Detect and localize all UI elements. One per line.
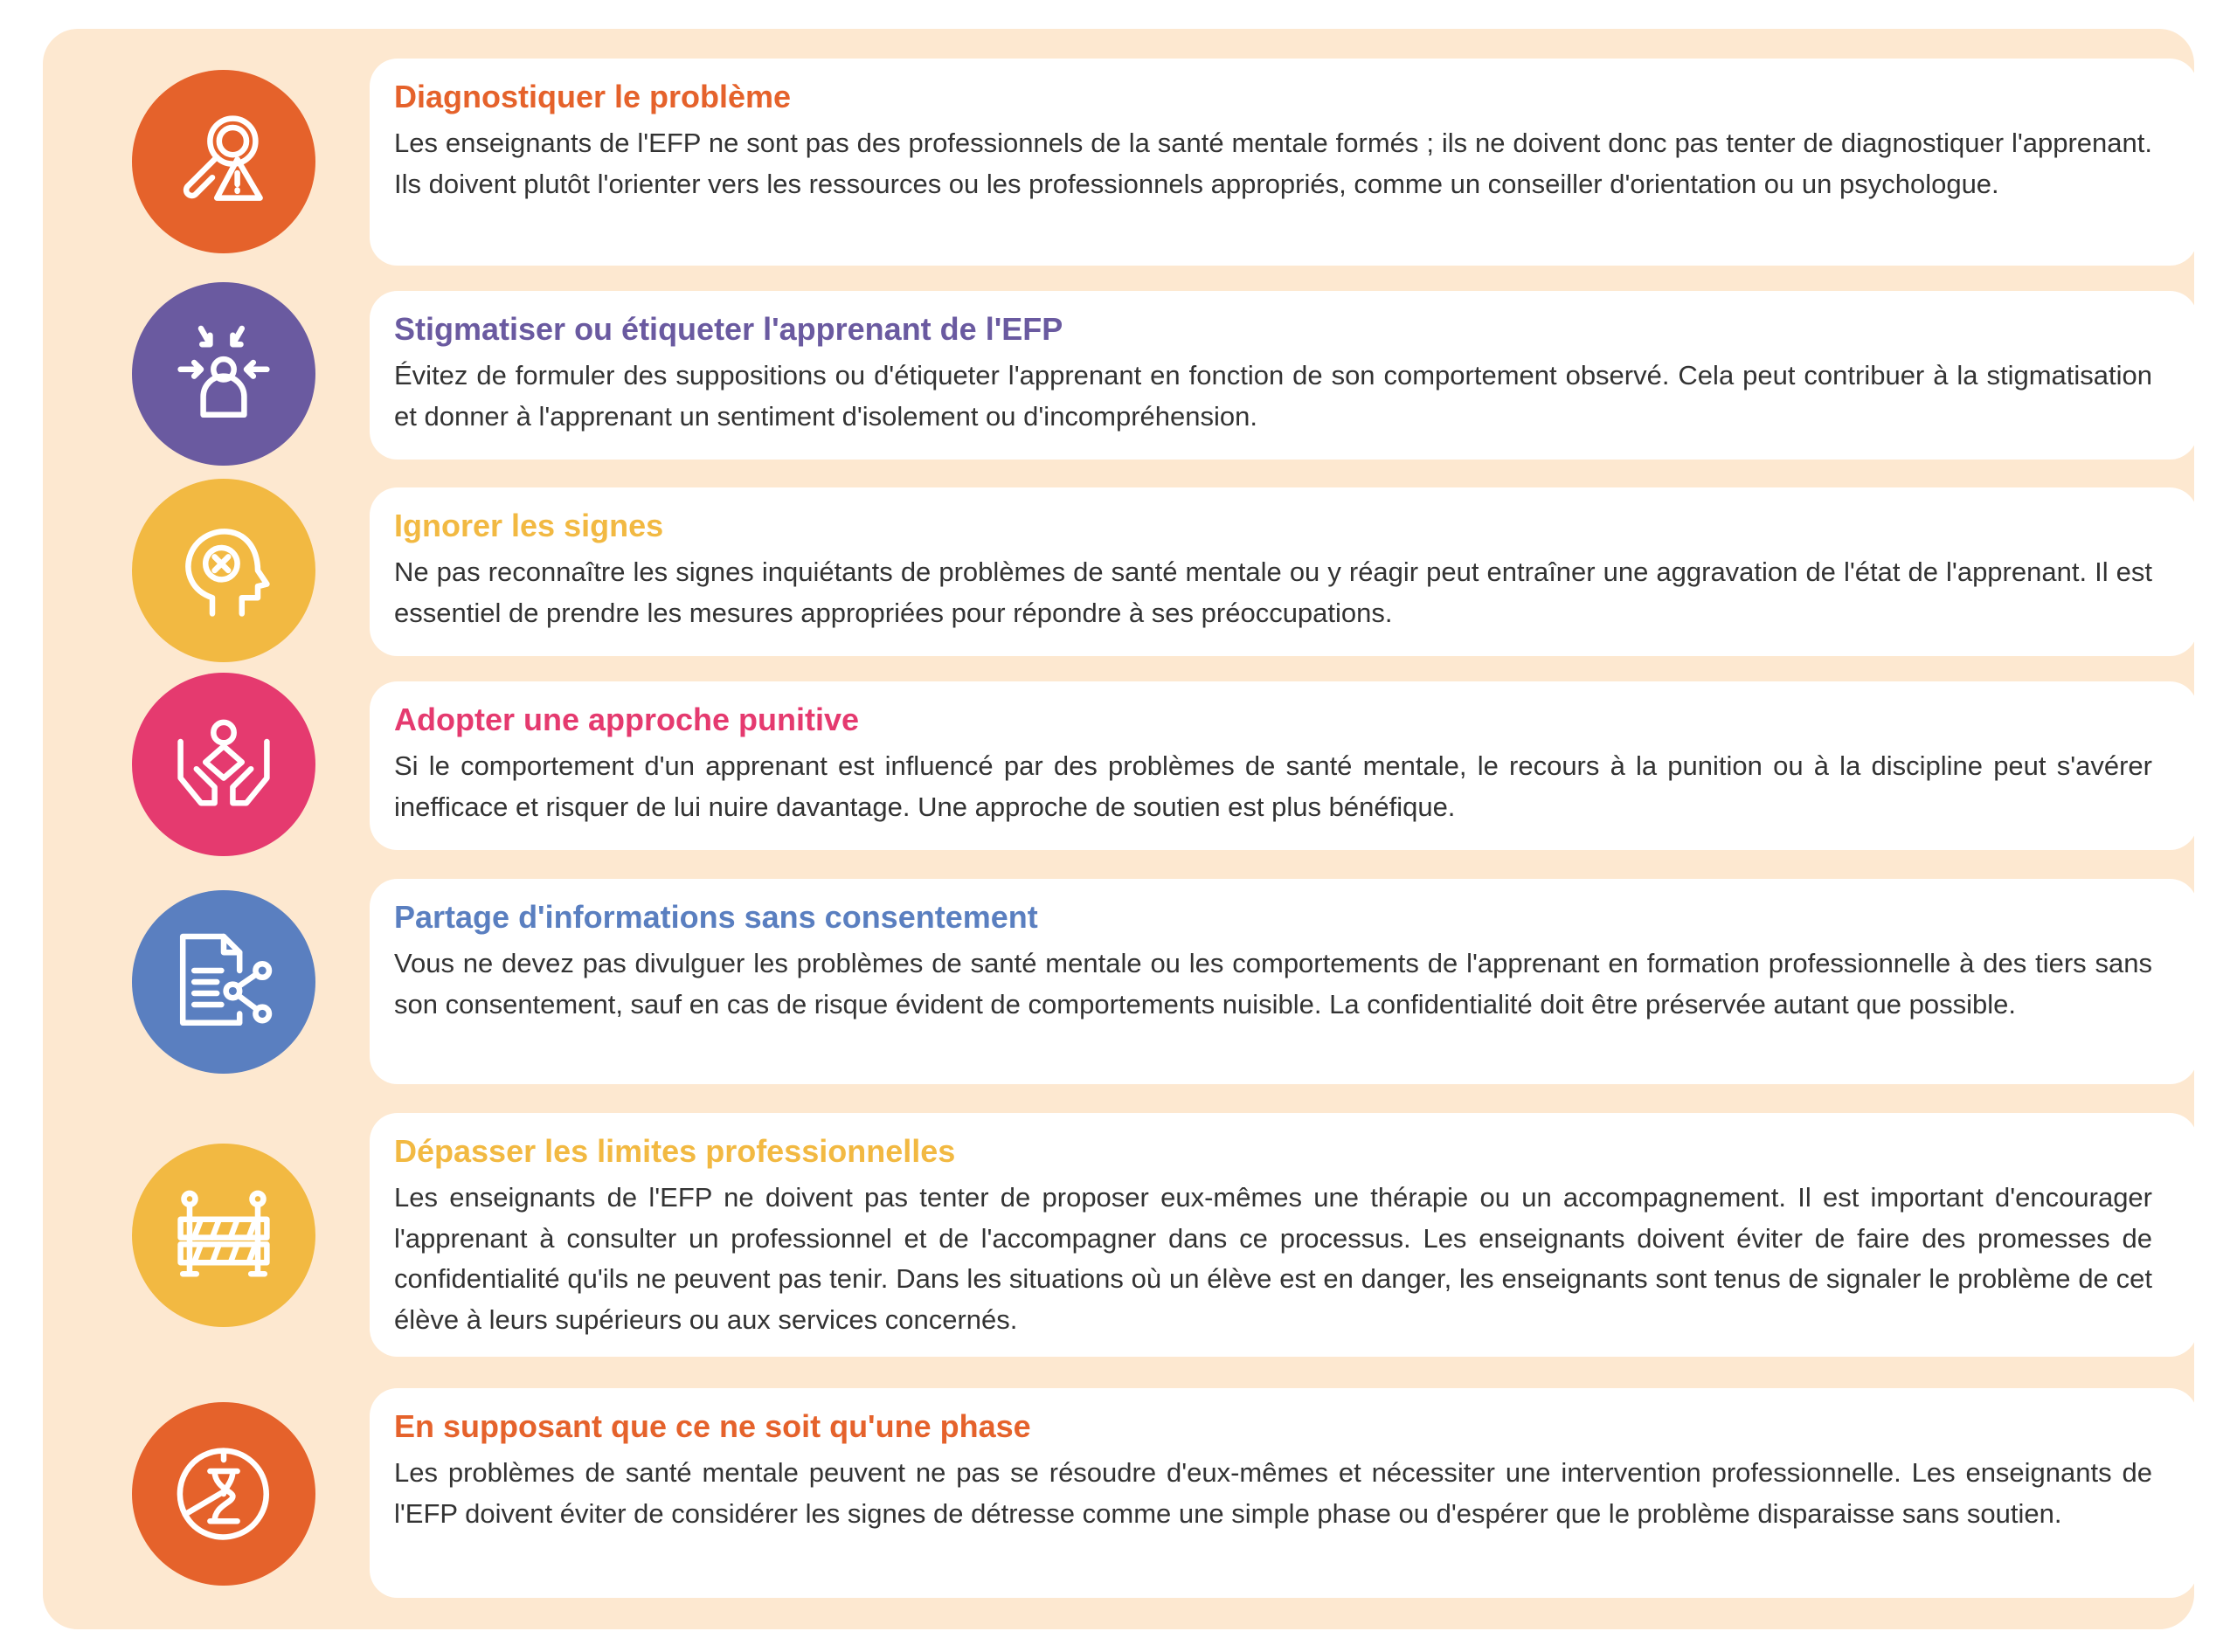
head-cross-icon bbox=[167, 514, 280, 627]
barrier-icon bbox=[167, 1179, 280, 1292]
item-card-4 bbox=[370, 879, 2198, 1084]
item-title: Adopter une approche punitive bbox=[394, 702, 860, 737]
item-text: Les problèmes de santé mentale peuvent ne pas se résoudre d'eux-mêmes et nécessiter une intervention professionnelle. Les enseignants de l'EFP doivent éviter de considérer les signes de détresse comme une simple phase ou d'espérer que le problème disparaisse sans soutien. bbox=[394, 1457, 2152, 1529]
item-title: Stigmatiser ou étiqueter l'apprenant de l'EFP bbox=[394, 311, 1063, 347]
item-card-2 bbox=[370, 487, 2198, 656]
circle-1 bbox=[132, 282, 315, 466]
item-card-1 bbox=[370, 291, 2198, 460]
document-share-icon bbox=[167, 925, 280, 1039]
item-title: Dépasser les limites professionnelles bbox=[394, 1133, 956, 1169]
item-title: Ignorer les signes bbox=[394, 508, 664, 543]
circle-2 bbox=[132, 479, 315, 662]
item-text: Les enseignants de l'EFP ne sont pas des professionnels de la santé mentale formés ; ils ne doivent donc pas tenter de diagnostiquer l'apprenant. Ils doivent plutôt l'orienter vers les ressources ou les professionnels appropriés, comme un conseiller d'orientation ou un psychologue. bbox=[394, 128, 2152, 199]
circle-5 bbox=[132, 1144, 315, 1327]
hourglass-cycle-icon bbox=[167, 1437, 280, 1551]
circle-3 bbox=[132, 673, 315, 856]
circle-4 bbox=[132, 890, 315, 1074]
item-text: Vous ne devez pas divulguer les problèmes de santé mentale ou les comportements de l'apprenant en formation professionnelle à des tiers sans son consentement, sauf en cas de risque évident de comportements nuisible. La confidentialité doit être préservée autant que possible. bbox=[394, 948, 2152, 1020]
item-card-6 bbox=[370, 1388, 2198, 1598]
magnifier-warning-icon bbox=[167, 105, 280, 218]
circle-0 bbox=[132, 70, 315, 253]
item-title: En supposant que ce ne soit qu'une phase bbox=[394, 1408, 1031, 1444]
item-text: Si le comportement d'un apprenant est influencé par des problèmes de santé mentale, le recours à la punition ou à la discipline peut s'avérer inefficace et risquer de lui nuire davantage. Une approche de soutien est plus bénéfique. bbox=[394, 750, 2152, 822]
content-panel bbox=[43, 29, 2194, 1629]
item-card-0 bbox=[370, 59, 2198, 266]
item-title: Diagnostiquer le problème bbox=[394, 79, 792, 114]
item-text: Les enseignants de l'EFP ne doivent pas tenter de proposer eux-mêmes une thérapie ou un accompagnement. Il est important d'encourager l'apprenant à consulter un professionnel et de l'accompagner dans ce processus. Les enseignants doivent éviter de faire des promesses de confidentialité qu'ils ne peuvent pas tenir. Dans les situations où un élève est en danger, les enseignants sont tenus de signaler le problème de cet élève à leurs supérieurs ou aux services concernés. bbox=[394, 1182, 2152, 1335]
item-card-5 bbox=[370, 1113, 2198, 1357]
item-card-3 bbox=[370, 681, 2198, 850]
hands-support-icon bbox=[167, 708, 280, 821]
circle-6 bbox=[132, 1402, 315, 1586]
item-text: Évitez de formuler des suppositions ou d'étiqueter l'apprenant en fonction de son comportement observé. Cela peut contribuer à la stigmatisation et donner à l'apprenant un sentiment d'isolement ou d'incompréhension. bbox=[394, 360, 2152, 432]
item-text: Ne pas reconnaître les signes inquiétants de problèmes de santé mentale ou y réagir peut entraîner une aggravation de l'état de l'apprenant. Il est essentiel de prendre les mesures appropriées pour répondre à ses préoccupations. bbox=[394, 556, 2152, 628]
item-title: Partage d'informations sans consentement bbox=[394, 899, 1038, 935]
person-pressure-arrows-icon bbox=[167, 317, 280, 431]
